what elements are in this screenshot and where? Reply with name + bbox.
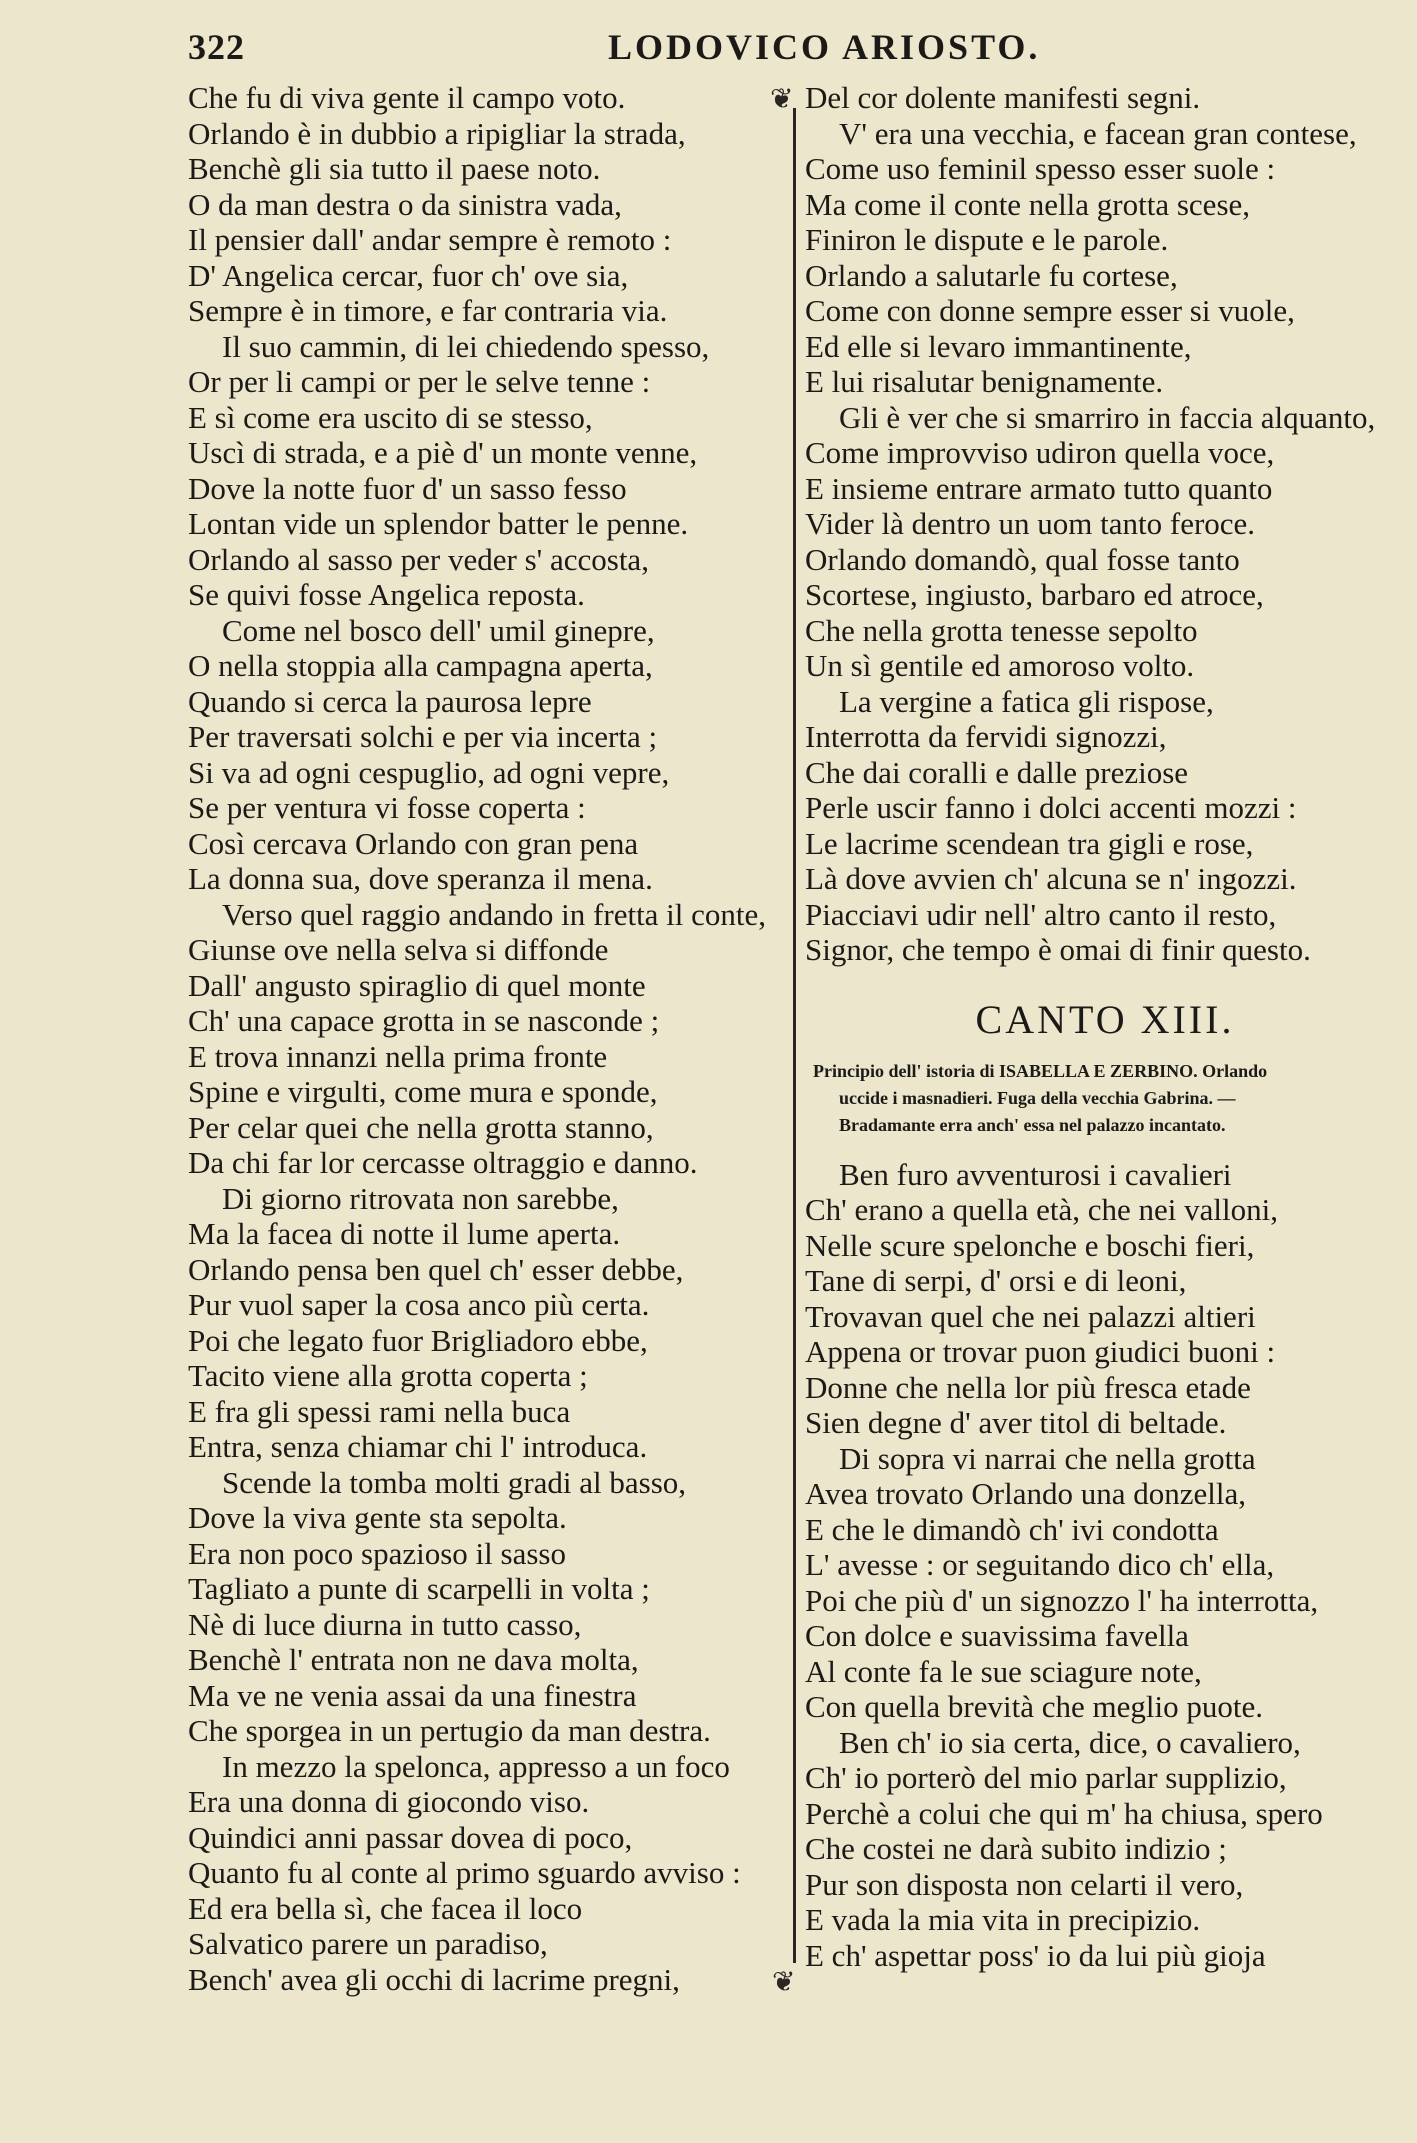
verse-line: Con dolce e suavissima favella: [805, 1618, 1189, 1653]
canto-title: CANTO XIII.: [975, 996, 1235, 1042]
verse-line: E che le dimandò ch' ivi condotta: [805, 1511, 1219, 1547]
verse-line: Tane di serpi, d' orsi e di leoni,: [805, 1263, 1187, 1298]
verse-line: Per celar quei che nella grotta stanno,: [188, 1109, 654, 1145]
verse-line: Era una donna di giocondo viso.: [188, 1784, 590, 1819]
verse-line: In mezzo la spelonca, appresso a un foco: [222, 1748, 730, 1784]
verse-block-end-canto-xii: [805, 80, 1405, 968]
verse-line: E ch' aspettar poss' io da lui più gioja: [805, 1937, 1266, 1973]
verse-line: Per traversati solchi e per via incerta ;: [188, 719, 658, 754]
verse-line: Tacito viene alla grotta coperta ;: [188, 1358, 588, 1393]
fleuron-ornament-icon: ❦: [770, 84, 794, 115]
verse-line: Orlando è in dubbio a ripigliar la strada,: [188, 115, 686, 151]
verse-line: Di sopra vi narrai che nella grotta: [839, 1440, 1256, 1476]
verse-line: Che sporgea in un pertugio da man destra.: [188, 1713, 711, 1748]
verse-line: Quanto fu al conte al primo sguardo avviso :: [188, 1855, 741, 1890]
verse-line: Il suo cammin, di lei chiedendo spesso,: [222, 328, 710, 364]
verse-line: E sì come era uscito di se stesso,: [188, 399, 593, 435]
verse-line: Nelle scure spelonche e boschi fieri,: [805, 1227, 1255, 1263]
verse-line: Poi che legato fuor Brigliadoro ebbe,: [188, 1322, 648, 1358]
verse-line: Perchè a colui che qui m' ha chiusa, spero: [805, 1795, 1323, 1831]
verse-line: Ch' erano a quella età, che nei valloni,: [805, 1192, 1278, 1227]
verse-line: Signor, che tempo è omai di finir questo.: [805, 932, 1311, 967]
verse-line: Benchè l' entrata non ne dava molta,: [188, 1642, 639, 1677]
verse-line: Là dove avvien ch' alcuna se n' ingozzi.: [805, 861, 1297, 896]
verse-line: Dove la notte fuor d' un sasso fesso: [188, 470, 627, 506]
verse-line: E fra gli spessi rami nella buca: [188, 1393, 571, 1429]
verse-line: Che fu di viva gente il campo voto.: [188, 80, 626, 115]
verse-line: Sien degne d' aver titol di beltade.: [805, 1405, 1227, 1440]
verse-line: Il pensier dall' andar sempre è remoto :: [188, 222, 672, 257]
verse-line: Benchè gli sia tutto il paese noto.: [188, 151, 601, 186]
verse-line: Di giorno ritrovata non sarebbe,: [222, 1180, 619, 1216]
verse-line: Donne che nella lor più fresca etade: [805, 1369, 1251, 1405]
verse-line: Trovavan quel che nei palazzi altieri: [805, 1298, 1256, 1334]
verse-line: Da chi far lor cercasse oltraggio e danno.: [188, 1145, 698, 1180]
verse-line: Ma la facea di notte il lume aperta.: [188, 1216, 621, 1251]
verse-line: Pur vuol saper la cosa anco più certa.: [188, 1287, 650, 1322]
verse-line: Orlando pensa ben quel ch' esser debbe,: [188, 1251, 684, 1287]
verse-line: Ben furo avventurosi i cavalieri: [839, 1156, 1232, 1192]
verse-line: Lontan vide un splendor batter le penne.: [188, 506, 689, 541]
verse-line: Dove la viva gente sta sepolta.: [188, 1500, 567, 1535]
verse-line: Ma ve ne venia assai da una finestra: [188, 1677, 637, 1713]
verse-line: Orlando al sasso per veder s' accosta,: [188, 541, 649, 577]
verse-line: Come nel bosco dell' umil ginepre,: [222, 612, 655, 648]
column-divider: [793, 108, 796, 1963]
verse-line: Entra, senza chiamar chi l' introduca.: [188, 1429, 648, 1464]
canto-summary-line: uccide i masnadieri. Fuga della vecchia Gabrina. —: [839, 1087, 1236, 1108]
verse-line: Nè di luce diurna in tutto casso,: [188, 1606, 582, 1642]
verse-line: Giunse ove nella selva si diffonde: [188, 932, 609, 967]
verse-line: Che nella grotta tenesse sepolto: [805, 612, 1198, 648]
verse-line: Scortese, ingiusto, barbaro ed atroce,: [805, 577, 1264, 612]
verse-line: Verso quel raggio andando in fretta il conte,: [222, 896, 767, 932]
verse-line: Perle uscir fanno i dolci accenti mozzi :: [805, 790, 1297, 825]
verse-line: Come con donne sempre esser si vuole,: [805, 293, 1295, 328]
verse-line: Che costei ne darà subito indizio ;: [805, 1831, 1227, 1866]
verse-line: Ch' io porterò del mio parlar supplizio,: [805, 1760, 1287, 1795]
verse-line: Scende la tomba molti gradi al basso,: [222, 1464, 687, 1500]
running-title: LODOVICO ARIOSTO.: [608, 27, 1041, 67]
verse-line: Orlando a salutarle fu cortese,: [805, 257, 1178, 293]
verse-line: O nella stoppia alla campagna aperta,: [188, 648, 653, 683]
verse-line: Del cor dolente manifesti segni.: [805, 80, 1201, 115]
verse-line: Uscì di strada, e a piè d' un monte venne,: [188, 435, 698, 470]
verse-line: Quindici anni passar dovea di poco,: [188, 1819, 633, 1855]
verse-line: Interrotta da fervidi signozzi,: [805, 719, 1167, 754]
verse-line: Come uso feminil spesso esser suole :: [805, 151, 1276, 186]
verse-line: E lui risalutar benignamente.: [805, 364, 1164, 399]
verse-line: Se per ventura vi fosse coperta :: [188, 790, 586, 825]
verse-line: Se quivi fosse Angelica reposta.: [188, 577, 585, 612]
canto-summary-line: Bradamante erra anch' essa nel palazzo incantato.: [839, 1114, 1226, 1135]
verse-line: Dall' angusto spiraglio di quel monte: [188, 967, 646, 1003]
verse-line: E trova innanzi nella prima fronte: [188, 1038, 608, 1074]
verse-line: Così cercava Orlando con gran pena: [188, 825, 639, 861]
verse-line: E insieme entrare armato tutto quanto: [805, 470, 1273, 506]
verse-line: Che dai coralli e dalle preziose: [805, 754, 1189, 790]
verse-line: Un sì gentile ed amoroso volto.: [805, 648, 1195, 683]
left-column: [188, 80, 788, 1997]
verse-line: Appena or trovar puon giudici buoni :: [805, 1334, 1276, 1369]
verse-line: O da man destra o da sinistra vada,: [188, 186, 622, 222]
verse-line: Si va ad ogni cespuglio, ad ogni vepre,: [188, 754, 670, 790]
verse-line: Ed era bella sì, che facea il loco: [188, 1890, 583, 1926]
verse-line: Gli è ver che si smarriro in faccia alquanto,: [839, 399, 1376, 435]
verse-line: Finiron le dispute e le parole.: [805, 222, 1169, 257]
verse-line: Al conte fa le sue sciagure note,: [805, 1653, 1202, 1689]
verse-line: Quando si cerca la paurosa lepre: [188, 683, 592, 719]
verse-line: Ch' una capace grotta in se nasconde ;: [188, 1003, 660, 1038]
fleuron-ornament-icon: ❦: [772, 1967, 796, 1998]
verse-line: Le lacrime scendean tra gigli e rose,: [805, 825, 1254, 861]
verse-line: E vada la mia vita in precipizio.: [805, 1902, 1201, 1937]
verse-line: Spine e virgulti, come mura e sponde,: [188, 1074, 658, 1109]
verse-line: Poi che più d' un signozzo l' ha interrotta,: [805, 1582, 1319, 1618]
verse-line: Ed elle si levaro immantinente,: [805, 328, 1192, 364]
right-column: [805, 80, 1405, 1973]
verse-line: Or per li campi or per le selve tenne :: [188, 364, 651, 399]
verse-line: Vider là dentro un uom tanto feroce.: [805, 506, 1256, 541]
verse-block-canto-xiii: [805, 1157, 1405, 1974]
verse-line: L' avesse : or seguitando dico ch' ella,: [805, 1547, 1275, 1582]
canto-summary: [813, 1058, 1395, 1139]
verse-line: Come improvviso udiron quella voce,: [805, 435, 1275, 470]
page-number: 322: [188, 27, 245, 67]
verse-line: La donna sua, dove speranza il mena.: [188, 861, 653, 896]
page-header: [188, 26, 1378, 76]
canto-summary-line: Principio dell' istoria di ISABELLA E ZERBINO. Orlando: [813, 1060, 1268, 1081]
verse-line: Bench' avea gli occhi di lacrime pregni,: [188, 1961, 680, 1997]
verse-line: Era non poco spazioso il sasso: [188, 1535, 566, 1571]
verse-line: Sempre è in timore, e far contraria via.: [188, 293, 668, 328]
verse-line: Orlando domandò, qual fosse tanto: [805, 541, 1240, 577]
verse-line: Piacciavi udir nell' altro canto il resto,: [805, 896, 1277, 932]
verse-line: Ma come il conte nella grotta scese,: [805, 186, 1251, 222]
verse-line: Salvatico parere un paradiso,: [188, 1926, 548, 1961]
verse-line: D' Angelica cercar, fuor ch' ove sia,: [188, 257, 629, 293]
verse-line: Pur son disposta non celarti il vero,: [805, 1866, 1244, 1902]
verse-line: Tagliato a punte di scarpelli in volta ;: [188, 1571, 650, 1606]
verse-line: V' era una vecchia, e facean gran contese,: [839, 115, 1357, 151]
verse-line: Con quella brevità che meglio puote.: [805, 1689, 1263, 1724]
verse-line: La vergine a fatica gli rispose,: [839, 683, 1214, 719]
verse-line: Avea trovato Orlando una donzella,: [805, 1476, 1247, 1511]
verse-line: Ben ch' io sia certa, dice, o cavaliero,: [839, 1724, 1301, 1760]
